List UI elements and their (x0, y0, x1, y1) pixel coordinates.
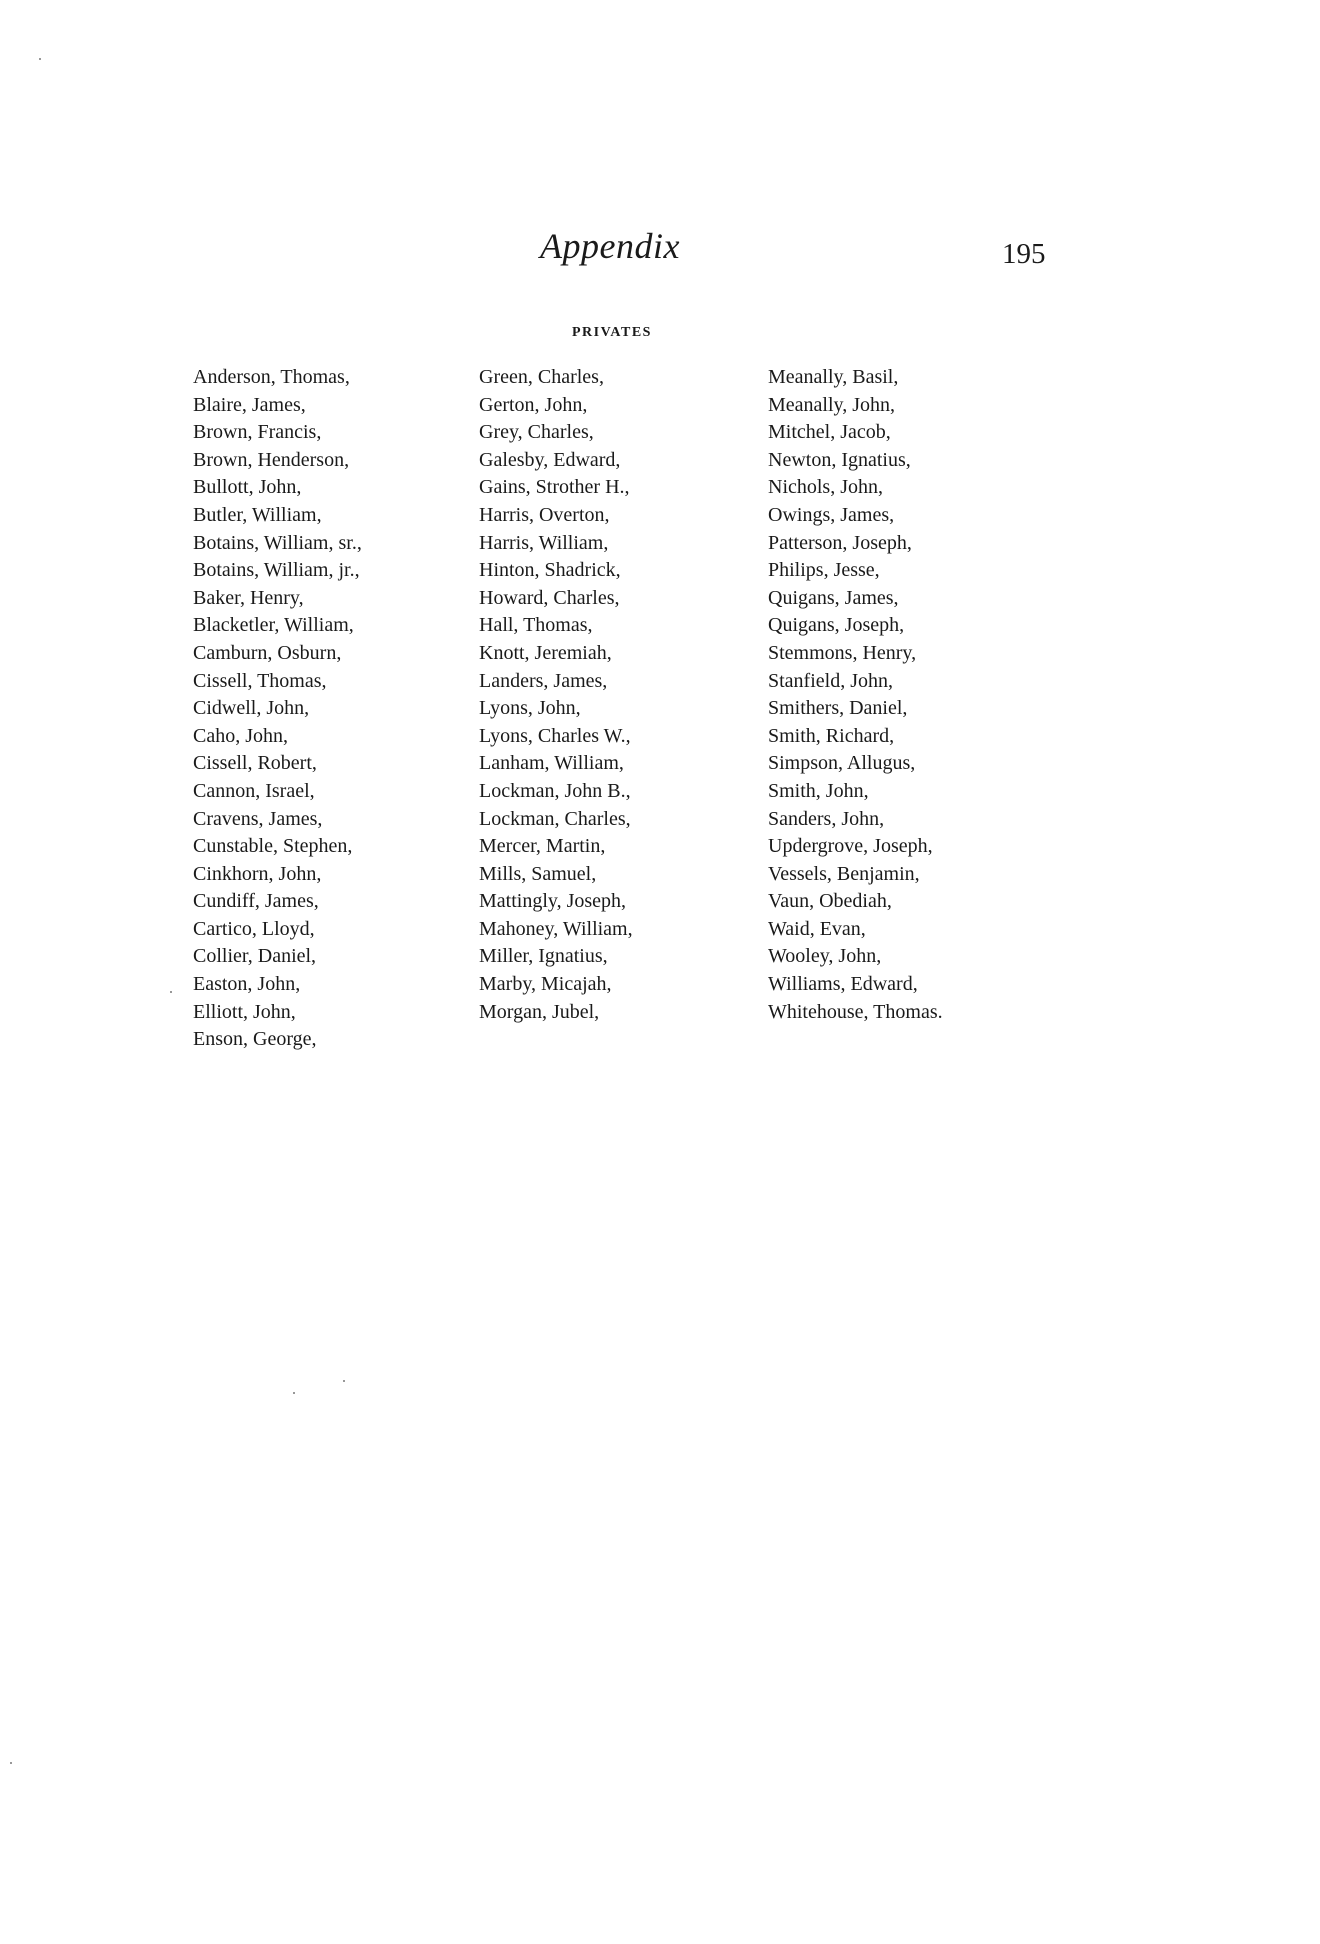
list-item: Brown, Henderson, (193, 448, 350, 471)
list-item: Harris, William, (479, 531, 609, 554)
list-item: Smith, John, (768, 779, 869, 802)
list-item: Lyons, Charles W., (479, 724, 631, 747)
list-item: Caho, John, (193, 724, 288, 747)
name-column-1 (193, 364, 362, 1054)
name-column-2 (479, 364, 633, 1026)
list-item: Stemmons, Henry, (768, 641, 917, 664)
list-item: Cunstable, Stephen, (193, 835, 353, 858)
list-item: Mattingly, Joseph, (479, 890, 627, 913)
scan-speck (293, 1392, 295, 1394)
list-item: Collier, Daniel, (193, 945, 317, 968)
list-item: Hinton, Shadrick, (479, 559, 621, 582)
list-item: Patterson, Joseph, (768, 531, 912, 554)
list-item: Blacketler, William, (193, 614, 354, 637)
list-item: Elliott, John, (193, 1000, 296, 1023)
list-item: Smithers, Daniel, (768, 697, 908, 720)
list-item: Blaire, James, (193, 393, 306, 416)
list-item: Waid, Evan, (768, 917, 866, 940)
list-item: Grey, Charles, (479, 421, 594, 444)
list-item: Gerton, John, (479, 393, 588, 416)
list-item: Howard, Charles, (479, 586, 620, 609)
list-item: Gains, Strother H., (479, 476, 630, 499)
scan-speck (343, 1380, 345, 1382)
list-item: Camburn, Osburn, (193, 641, 342, 664)
list-item: Botains, William, sr., (193, 531, 362, 554)
list-item: Cravens, James, (193, 807, 323, 830)
list-item: Quigans, Joseph, (768, 614, 905, 637)
list-item: Cundiff, James, (193, 890, 319, 913)
list-item: Meanally, Basil, (768, 366, 899, 388)
list-item: Morgan, Jubel, (479, 1000, 600, 1023)
list-item: Enson, George, (193, 1028, 317, 1051)
page-title: Appendix (540, 226, 680, 266)
list-item: Simpson, Allugus, (768, 752, 916, 775)
list-item: Cartico, Lloyd, (193, 917, 315, 940)
scan-speck (39, 58, 41, 60)
list-item: Meanally, John, (768, 393, 896, 416)
list-item: Lockman, Charles, (479, 807, 631, 830)
list-item: Wooley, John, (768, 945, 882, 968)
list-item: Easton, John, (193, 973, 301, 996)
list-item: Owings, James, (768, 503, 895, 526)
list-item: Mercer, Martin, (479, 835, 606, 858)
section-heading: PRIVATES (572, 325, 652, 340)
list-item: Mahoney, William, (479, 917, 633, 940)
list-item: Vessels, Benjamin, (768, 862, 920, 885)
list-item: Hall, Thomas, (479, 614, 593, 637)
list-item: Bullott, John, (193, 476, 302, 499)
list-item: Knott, Jeremiah, (479, 641, 612, 664)
list-item: Whitehouse, Thomas. (768, 1000, 943, 1023)
list-item: Green, Charles, (479, 366, 604, 388)
page-number: 195 (1002, 238, 1046, 270)
list-item: Lanham, William, (479, 752, 624, 775)
list-item: Cannon, Israel, (193, 779, 315, 802)
list-item: Galesby, Edward, (479, 448, 621, 471)
list-item: Miller, Ignatius, (479, 945, 608, 968)
list-item: Updergrove, Joseph, (768, 835, 933, 858)
list-item: Smith, Richard, (768, 724, 895, 747)
list-item: Mitchel, Jacob, (768, 421, 891, 444)
scan-speck (10, 1762, 12, 1764)
list-item: Cissell, Robert, (193, 752, 317, 775)
list-item: Williams, Edward, (768, 973, 918, 996)
name-column-3 (768, 364, 943, 1026)
list-item: Landers, James, (479, 669, 608, 692)
list-item: Lyons, John, (479, 697, 581, 720)
list-item: Cinkhorn, John, (193, 862, 322, 885)
list-item: Botains, William, jr., (193, 559, 360, 582)
list-item: Butler, William, (193, 503, 322, 526)
list-item: Philips, Jesse, (768, 559, 880, 582)
list-item: Newton, Ignatius, (768, 448, 911, 471)
list-item: Marby, Micajah, (479, 973, 612, 996)
list-item: Stanfield, John, (768, 669, 893, 692)
list-item: Quigans, James, (768, 586, 899, 609)
list-item: Harris, Overton, (479, 503, 610, 526)
list-item: Anderson, Thomas, (193, 366, 350, 388)
list-item: Cissell, Thomas, (193, 669, 327, 692)
list-item: Vaun, Obediah, (768, 890, 892, 913)
list-item: Baker, Henry, (193, 586, 304, 609)
list-item: Lockman, John B., (479, 779, 631, 802)
list-item: Mills, Samuel, (479, 862, 597, 885)
list-item: Brown, Francis, (193, 421, 322, 444)
list-item: Cidwell, John, (193, 697, 310, 720)
list-item: Sanders, John, (768, 807, 885, 830)
scan-speck (170, 991, 172, 993)
list-item: Nichols, John, (768, 476, 883, 499)
